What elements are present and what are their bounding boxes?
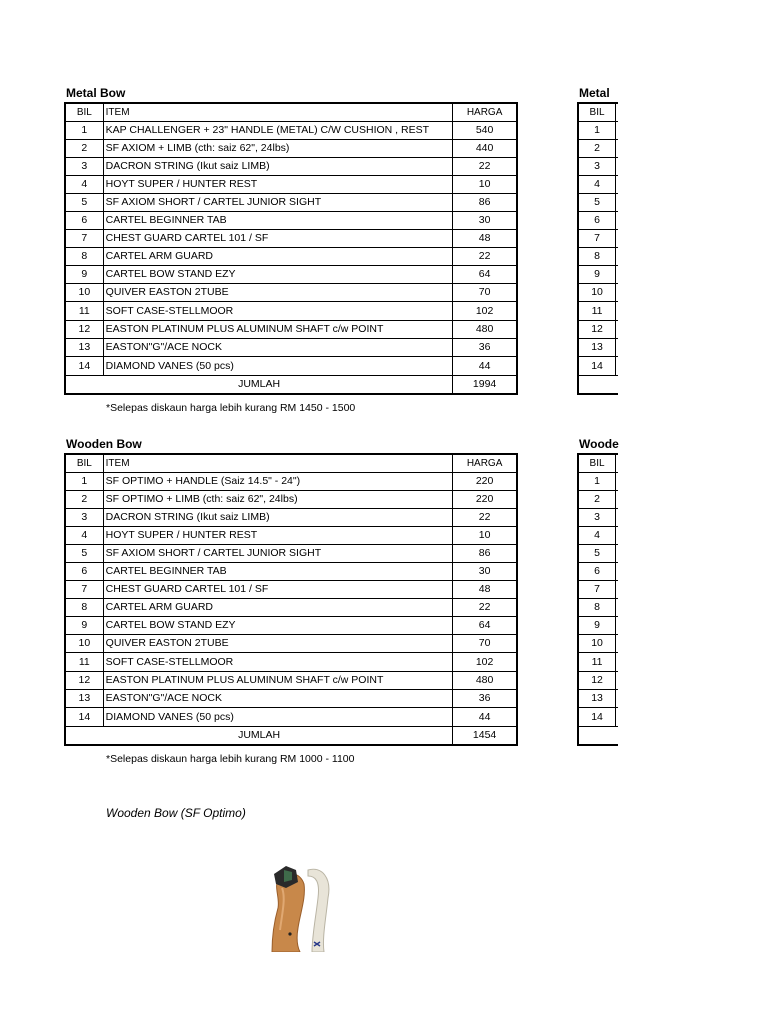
row-harga: 440 xyxy=(453,140,517,158)
table-row xyxy=(65,122,517,140)
row-item: CARTEL BOW STAND EZY xyxy=(103,617,453,635)
row-bil: 13 xyxy=(578,690,616,708)
wooden-bow-title: Wooden Bow xyxy=(66,437,142,451)
table-row xyxy=(65,248,517,266)
row-bil: 7 xyxy=(578,581,616,599)
table-row xyxy=(578,509,618,527)
table-row xyxy=(65,617,517,635)
row-bil: 13 xyxy=(578,339,616,357)
table-row xyxy=(65,672,517,690)
row-harga: 220 xyxy=(453,491,517,509)
header-bil: BIL xyxy=(65,103,103,122)
table-row xyxy=(578,357,618,376)
table-row xyxy=(65,339,517,357)
wooden-right-title: Woode xyxy=(579,437,619,451)
row-bil: 12 xyxy=(578,672,616,690)
row-item: CHEST GUARD CARTEL 101 / SF xyxy=(103,581,453,599)
row-item: QUIVER EASTON 2TUBE xyxy=(103,635,453,653)
table-row xyxy=(578,140,618,158)
table-row xyxy=(65,302,517,321)
header-item: ITEM xyxy=(103,454,453,473)
row-bil: 14 xyxy=(65,708,103,727)
row-bil: 12 xyxy=(65,321,103,339)
row-bil: 7 xyxy=(65,230,103,248)
table-row xyxy=(578,690,618,708)
bow-caption: Wooden Bow (SF Optimo) xyxy=(106,806,246,820)
row-harga: 70 xyxy=(453,284,517,302)
row-bil: 6 xyxy=(65,212,103,230)
row-item: SF AXIOM + LIMB (cth: saiz 62", 24lbs) xyxy=(103,140,453,158)
table-row xyxy=(578,321,618,339)
row-bil: 14 xyxy=(578,708,616,727)
table-row xyxy=(65,158,517,176)
row-harga: 64 xyxy=(453,266,517,284)
total-label: JUMLAH xyxy=(65,376,453,395)
row-bil: 3 xyxy=(65,158,103,176)
row-item: CARTEL BEGINNER TAB xyxy=(103,563,453,581)
table-row xyxy=(578,302,618,321)
row-harga: 64 xyxy=(453,617,517,635)
row-item: EASTON PLATINUM PLUS ALUMINUM SHAFT c/w POINT xyxy=(103,321,453,339)
row-bil: 5 xyxy=(578,194,616,212)
table-row xyxy=(65,509,517,527)
row-bil: 13 xyxy=(65,690,103,708)
row-bil: 8 xyxy=(65,248,103,266)
table-row xyxy=(578,194,618,212)
wooden-bow-note: *Selepas diskaun harga lebih kurang RM 1000 - 1100 xyxy=(106,753,355,765)
row-item: DIAMOND VANES (50 pcs) xyxy=(103,357,453,376)
table-row xyxy=(65,599,517,617)
table-row xyxy=(65,212,517,230)
table-row xyxy=(578,527,618,545)
total-row xyxy=(65,376,517,395)
row-item: HOYT SUPER / HUNTER REST xyxy=(103,176,453,194)
row-bil: 11 xyxy=(578,653,616,672)
row-bil: 9 xyxy=(578,617,616,635)
row-bil: 8 xyxy=(578,599,616,617)
row-harga: 44 xyxy=(453,708,517,727)
row-bil: 9 xyxy=(65,617,103,635)
row-item: EASTON"G"/ACE NOCK xyxy=(103,690,453,708)
row-bil: 2 xyxy=(65,491,103,509)
row-bil: 13 xyxy=(65,339,103,357)
table-row xyxy=(578,212,618,230)
table-header-row xyxy=(65,454,517,473)
table-row xyxy=(65,230,517,248)
recurve-bow-photo-icon xyxy=(256,858,336,952)
row-item: SF OPTIMO + LIMB (cth: saiz 62", 24lbs) xyxy=(103,491,453,509)
row-bil: 2 xyxy=(65,140,103,158)
row-bil: 10 xyxy=(65,635,103,653)
table-header-row xyxy=(578,103,618,122)
row-harga: 70 xyxy=(453,635,517,653)
table-row xyxy=(578,473,618,491)
row-bil: 6 xyxy=(578,563,616,581)
row-bil: 3 xyxy=(578,509,616,527)
header-bil: BIL xyxy=(65,454,103,473)
row-bil: 10 xyxy=(578,635,616,653)
row-bil: 14 xyxy=(65,357,103,376)
row-harga: 44 xyxy=(453,357,517,376)
row-bil: 5 xyxy=(578,545,616,563)
table-row xyxy=(578,635,618,653)
table-row xyxy=(578,563,618,581)
row-item: CARTEL BOW STAND EZY xyxy=(103,266,453,284)
header-bil: BIL xyxy=(578,103,616,122)
header-item: ITEM xyxy=(103,103,453,122)
table-row xyxy=(578,708,618,727)
total-row xyxy=(65,727,517,746)
row-bil: 1 xyxy=(65,473,103,491)
row-harga: 102 xyxy=(453,302,517,321)
row-harga: 48 xyxy=(453,581,517,599)
table-row xyxy=(65,708,517,727)
row-bil: 10 xyxy=(65,284,103,302)
row-bil: 1 xyxy=(578,122,616,140)
table-row xyxy=(65,581,517,599)
table-row xyxy=(578,266,618,284)
row-bil: 4 xyxy=(65,527,103,545)
table-row xyxy=(578,545,618,563)
table-row xyxy=(65,176,517,194)
header-bil: BIL xyxy=(578,454,616,473)
table-row xyxy=(578,248,618,266)
row-item: DIAMOND VANES (50 pcs) xyxy=(103,708,453,727)
row-bil: 3 xyxy=(65,509,103,527)
row-bil: 7 xyxy=(578,230,616,248)
table-row xyxy=(65,321,517,339)
row-bil: 14 xyxy=(578,357,616,376)
row-bil: 5 xyxy=(65,194,103,212)
table-row xyxy=(578,653,618,672)
table-row xyxy=(578,672,618,690)
row-item: CHEST GUARD CARTEL 101 / SF xyxy=(103,230,453,248)
table-row xyxy=(578,230,618,248)
row-harga: 102 xyxy=(453,653,517,672)
row-bil: 2 xyxy=(578,491,616,509)
table-row xyxy=(578,122,618,140)
row-item: DACRON STRING (Ikut saiz LIMB) xyxy=(103,158,453,176)
row-bil: 10 xyxy=(578,284,616,302)
header-harga: HARGA xyxy=(453,454,517,473)
table-row xyxy=(65,194,517,212)
row-item: DACRON STRING (Ikut saiz LIMB) xyxy=(103,509,453,527)
row-harga: 22 xyxy=(453,248,517,266)
row-item: CARTEL ARM GUARD xyxy=(103,599,453,617)
row-bil: 9 xyxy=(578,266,616,284)
row-harga: 48 xyxy=(453,230,517,248)
row-bil: 1 xyxy=(578,473,616,491)
row-bil: 8 xyxy=(65,599,103,617)
row-bil: 6 xyxy=(65,563,103,581)
table-row xyxy=(65,690,517,708)
total-value: 1454 xyxy=(453,727,517,746)
metal-bow-title: Metal Bow xyxy=(66,86,126,100)
row-harga: 540 xyxy=(453,122,517,140)
header-harga: HARGA xyxy=(453,103,517,122)
table-row xyxy=(65,491,517,509)
wooden-right-clip xyxy=(577,453,618,751)
wooden-right-table xyxy=(577,453,618,746)
bow-limb xyxy=(308,869,329,952)
row-item: SOFT CASE-STELLMOOR xyxy=(103,653,453,672)
table-header-row xyxy=(578,454,618,473)
row-bil: 1 xyxy=(65,122,103,140)
row-harga: 10 xyxy=(453,176,517,194)
row-harga: 86 xyxy=(453,545,517,563)
wooden-bow-table xyxy=(64,453,518,746)
table-header-row xyxy=(65,103,517,122)
row-harga: 22 xyxy=(453,158,517,176)
row-item: EASTON PLATINUM PLUS ALUMINUM SHAFT c/w POINT xyxy=(103,672,453,690)
row-item: SOFT CASE-STELLMOOR xyxy=(103,302,453,321)
row-item: HOYT SUPER / HUNTER REST xyxy=(103,527,453,545)
row-harga: 220 xyxy=(453,473,517,491)
row-bil: 6 xyxy=(578,212,616,230)
table-row xyxy=(65,266,517,284)
row-bil: 3 xyxy=(578,158,616,176)
table-row xyxy=(65,284,517,302)
total-label: JUMLAH xyxy=(65,727,453,746)
row-harga: 30 xyxy=(453,212,517,230)
table-row xyxy=(578,339,618,357)
table-row xyxy=(65,527,517,545)
table-row xyxy=(65,653,517,672)
table-row xyxy=(578,284,618,302)
row-harga: 30 xyxy=(453,563,517,581)
row-item: CARTEL ARM GUARD xyxy=(103,248,453,266)
row-item: QUIVER EASTON 2TUBE xyxy=(103,284,453,302)
metal-bow-note: *Selepas diskaun harga lebih kurang RM 1450 - 1500 xyxy=(106,402,356,414)
row-harga: 86 xyxy=(453,194,517,212)
row-bil: 5 xyxy=(65,545,103,563)
row-bil: 8 xyxy=(578,248,616,266)
row-bil: 12 xyxy=(65,672,103,690)
table-row xyxy=(65,563,517,581)
table-row xyxy=(578,617,618,635)
row-bil: 2 xyxy=(578,140,616,158)
row-harga: 36 xyxy=(453,690,517,708)
table-row xyxy=(65,545,517,563)
row-harga: 480 xyxy=(453,321,517,339)
row-harga: 36 xyxy=(453,339,517,357)
metal-right-clip xyxy=(577,102,618,400)
metal-right-table xyxy=(577,102,618,395)
table-row xyxy=(578,599,618,617)
row-bil: 11 xyxy=(578,302,616,321)
row-item: EASTON"G"/ACE NOCK xyxy=(103,339,453,357)
row-item: KAP CHALLENGER + 23" HANDLE (METAL) C/W CUSHION , REST xyxy=(103,122,453,140)
row-harga: 480 xyxy=(453,672,517,690)
row-item: SF AXIOM SHORT / CARTEL JUNIOR SIGHT xyxy=(103,194,453,212)
row-harga: 10 xyxy=(453,527,517,545)
table-row xyxy=(65,140,517,158)
row-bil: 11 xyxy=(65,653,103,672)
row-bil: 4 xyxy=(578,527,616,545)
row-harga: 22 xyxy=(453,599,517,617)
row-item: CARTEL BEGINNER TAB xyxy=(103,212,453,230)
total-value: 1994 xyxy=(453,376,517,395)
metal-bow-table xyxy=(64,102,518,395)
metal-right-title: Metal xyxy=(579,86,610,100)
table-row xyxy=(578,581,618,599)
table-row xyxy=(65,357,517,376)
table-row xyxy=(65,473,517,491)
row-item: SF OPTIMO + HANDLE (Saiz 14.5" - 24") xyxy=(103,473,453,491)
table-row xyxy=(578,176,618,194)
row-bil: 12 xyxy=(578,321,616,339)
table-row xyxy=(65,635,517,653)
table-row xyxy=(578,158,618,176)
table-row xyxy=(578,491,618,509)
row-bil: 4 xyxy=(65,176,103,194)
row-bil: 4 xyxy=(578,176,616,194)
row-item: SF AXIOM SHORT / CARTEL JUNIOR SIGHT xyxy=(103,545,453,563)
row-bil: 7 xyxy=(65,581,103,599)
row-bil: 11 xyxy=(65,302,103,321)
row-bil: 9 xyxy=(65,266,103,284)
row-harga: 22 xyxy=(453,509,517,527)
